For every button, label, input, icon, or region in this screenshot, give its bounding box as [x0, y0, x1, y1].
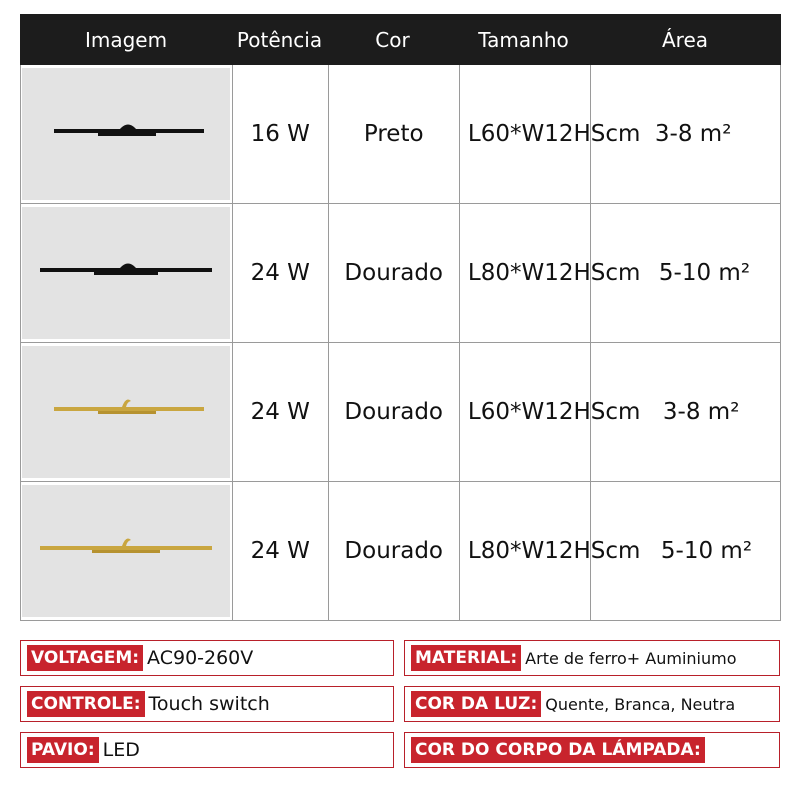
area-value: 5-10 m²: [590, 482, 781, 620]
color-value: Dourado: [328, 482, 459, 620]
area-value: 3-8 m²: [590, 65, 781, 203]
header-area: Área: [661, 27, 709, 52]
spec-label: PAVIO:: [27, 737, 99, 763]
product-image: [22, 207, 230, 339]
product-image: [22, 68, 230, 200]
spec-material: [404, 640, 780, 676]
color-value: Dourado: [328, 343, 459, 481]
spec-body-color: [404, 732, 780, 768]
spec-label: VOLTAGEM:: [27, 645, 143, 671]
lamp-gold-60-icon: [22, 346, 230, 478]
spec-wick: [20, 732, 394, 768]
header-image: Imagem: [84, 27, 168, 52]
image-cell: [20, 343, 232, 481]
spec-label: COR DO CORPO DA LÁMPADA:: [411, 737, 705, 763]
spec-label: CONTROLE:: [27, 691, 145, 717]
table-header: [20, 14, 781, 65]
area-value: 5-10 m²: [590, 204, 781, 342]
spec-value: Touch switch: [148, 693, 270, 715]
image-cell: [20, 65, 232, 203]
spec-control: [20, 686, 394, 722]
size-value: L60*W12HScm: [459, 343, 590, 481]
size-value: L80*W12HScm: [459, 204, 590, 342]
table-row: [20, 65, 781, 204]
lamp-gold-80-icon: [22, 485, 230, 617]
table-row: [20, 343, 781, 482]
spec-voltage: [20, 640, 394, 676]
power-value: 16 W: [232, 65, 328, 203]
table-row: [20, 482, 781, 621]
color-value: Dourado: [328, 204, 459, 342]
lamp-black-60-icon: [22, 68, 230, 200]
spec-value: Arte de ferro+ Auminiumo: [525, 648, 737, 668]
power-value: 24 W: [232, 204, 328, 342]
image-cell: [20, 482, 232, 620]
spec-value: LED: [102, 739, 140, 761]
color-value: Preto: [328, 65, 459, 203]
spec-label: COR DA LUZ:: [411, 691, 541, 717]
header-power: Potência: [236, 27, 323, 52]
size-value: L60*W12HScm: [459, 65, 590, 203]
power-value: 24 W: [232, 343, 328, 481]
header-color: Cor: [375, 27, 410, 52]
spec-light-color: [404, 686, 780, 722]
size-value: L80*W12HScm: [459, 482, 590, 620]
header-size: Tamanho: [478, 27, 569, 52]
table-row: [20, 204, 781, 343]
spec-value: AC90-260V: [147, 647, 254, 669]
area-value: 3-8 m²: [590, 343, 781, 481]
image-cell: [20, 204, 232, 342]
lamp-black-80-icon: [22, 207, 230, 339]
power-value: 24 W: [232, 482, 328, 620]
product-image: [22, 346, 230, 478]
spec-label: MATERIAL:: [411, 645, 521, 671]
spec-table: [20, 14, 781, 621]
product-image: [22, 485, 230, 617]
spec-value: Quente, Branca, Neutra: [545, 694, 736, 714]
